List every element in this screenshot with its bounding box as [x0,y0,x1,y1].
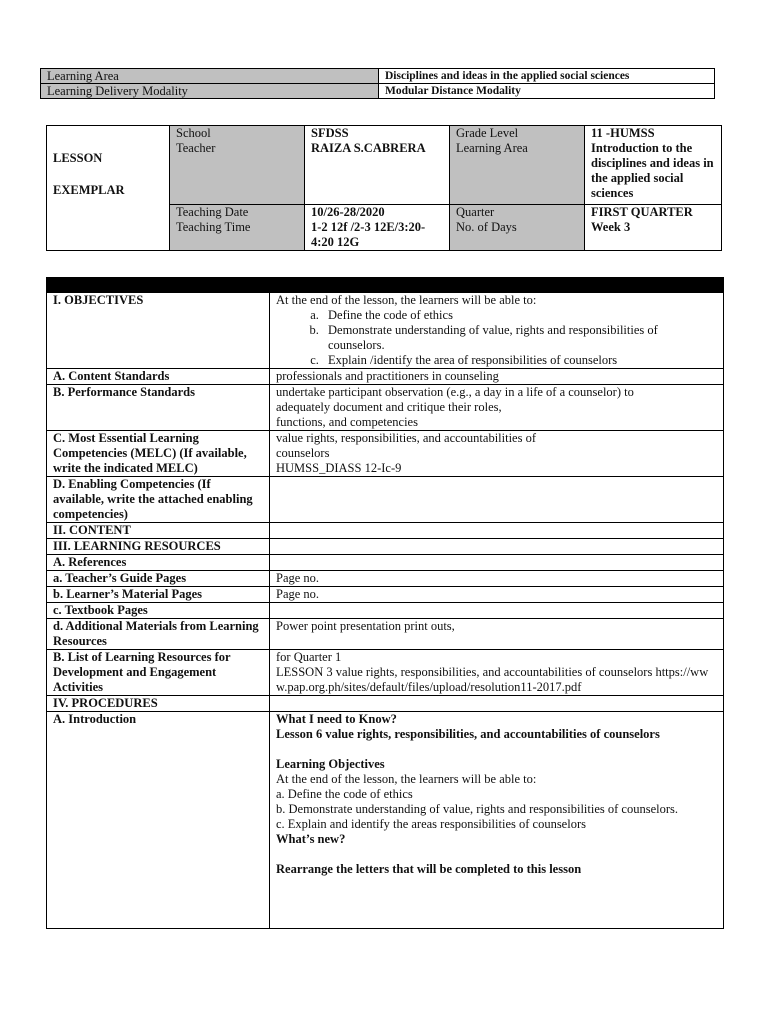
teaching-date-value: 10/26-28/2020 [311,205,385,219]
enabling-row [47,477,724,523]
procedures-label: IV. PROCEDURES [47,696,270,712]
additional-materials-row [47,619,724,650]
objectives-intro: At the end of the lesson, the learners will be able to: [276,293,537,307]
table-header-bar [47,278,724,293]
teacher-label: Teacher [176,141,216,155]
learners-material-label: b. Learner’s Material Pages [47,587,270,603]
intro-rearrange-instruction: Rearrange the letters that will be completed to this lesson [276,862,582,876]
content-row [47,523,724,539]
teachers-guide-row [47,571,724,587]
date-time-labels [170,205,305,251]
performance-line: functions, and competencies [276,415,418,429]
lesson-plan-table [46,277,724,929]
resources-value [270,539,724,555]
performance-standards-label: B. Performance Standards [47,385,270,431]
introduction-value [270,712,724,929]
textbook-row [47,603,724,619]
lesson-exemplar-title [47,126,170,251]
learners-material-value: Page no. [270,587,724,603]
grade-area-labels [450,126,585,205]
lesson-exemplar-table [46,125,722,251]
introduction-row [47,712,724,929]
teaching-date-label: Teaching Date [176,205,249,219]
learning-area-table [40,68,715,99]
content-label: II. CONTENT [47,523,270,539]
intro-heading-need-to-know: What I need to Know? [276,712,397,726]
performance-line: undertake participant observation (e.g., a day in a life of a counselor) to [276,385,634,399]
intro-objectives-intro: At the end of the lesson, the learners will be able to: [276,772,537,786]
area-value: Introduction to the disciplines and ideas in the applied social sciences [591,141,714,200]
intro-objective-item: a. Define the code of ethics [276,787,413,801]
spacer [276,847,717,862]
procedures-value [270,696,724,712]
textbook-label: c. Textbook Pages [47,603,270,619]
teachers-guide-label: a. Teacher’s Guide Pages [47,571,270,587]
grade-level-value: 11 -HUMSS [591,126,655,140]
performance-standards-row [47,385,724,431]
additional-materials-value: Power point presentation print outs, [270,619,724,650]
objectives-row [47,293,724,369]
melc-row [47,431,724,477]
teacher-value: RAIZA S.CABRERA [311,141,426,155]
objectives-list [276,308,717,368]
quarter-label: Quarter [456,205,495,219]
quarter-days-values [585,205,722,251]
school-teacher-values [305,126,450,205]
school-value: SFDSS [311,126,349,140]
melc-code: HUMSS_DIASS 12-Ic-9 [276,461,402,475]
textbook-value [270,603,724,619]
content-standards-label: A. Content Standards [47,369,270,385]
content-value [270,523,724,539]
objective-item: a. Define the code of ethics [322,308,717,323]
objective-item: c. Explain /identify the area of responsibilities of counselors [322,353,717,368]
grade-level-label: Grade Level [456,126,519,140]
learning-area-label-text: Learning Area [47,69,119,83]
area-label: Learning Area [456,141,528,155]
intro-whats-new-heading: What’s new? [276,832,346,846]
procedures-row [47,696,724,712]
learning-area-value: Disciplines and ideas in the applied social sciences [379,69,715,84]
additional-materials-label: d. Additional Materials from Learning Resources [47,619,270,650]
date-time-values [305,205,450,251]
teaching-time-value: 1-2 12f /2-3 12E/3:20-4:20 12G [311,220,426,249]
objective-item: b. Demonstrate understanding of value, rights and responsibilities of counselors. [322,323,717,353]
quarter-value: FIRST QUARTER [591,205,693,219]
references-value [270,555,724,571]
learning-resources-list-label: B. List of Learning Resources for Development and Engagement Activities [47,650,270,696]
resources-label: III. LEARNING RESOURCES [47,539,270,555]
exemplar-word: EXEMPLAR [53,183,125,197]
objectives-label: I. OBJECTIVES [47,293,270,369]
content-standards-value: professionals and practitioners in counseling [270,369,724,385]
header-bar-cell [47,278,724,293]
resources-list-line: for Quarter 1 [276,650,342,664]
enabling-value [270,477,724,523]
teachers-guide-value: Page no. [270,571,724,587]
spacer [276,742,717,757]
introduction-label: A. Introduction [47,712,270,929]
resources-row [47,539,724,555]
days-label: No. of Days [456,220,517,234]
grade-area-values [585,126,722,205]
learning-resources-list-row [47,650,724,696]
intro-lesson-title: Lesson 6 value rights, responsibilities, and accountabilities of counselors [276,727,660,741]
days-value: Week 3 [591,220,631,234]
delivery-modality-label [41,84,379,99]
melc-line: value rights, responsibilities, and accountabilities of [276,431,537,445]
intro-objective-item: b. Demonstrate understanding of value, rights and responsibilities of counselors. [276,802,679,816]
objectives-value [270,293,724,369]
content-standards-row [47,369,724,385]
melc-line: counselors [276,446,330,460]
performance-standards-value [270,385,724,431]
references-label: A. References [47,555,270,571]
melc-value [270,431,724,477]
resources-list-link: LESSON 3 value rights, responsibilities, and accountabilities of counselors https://www.pap.org.ph/sites/default/files/upload/resolution11-2017.pdf [276,665,709,694]
references-row [47,555,724,571]
enabling-label: D. Enabling Competencies (If available, write the attached enabling competencies) [47,477,270,523]
school-label: School [176,126,211,140]
intro-objectives-heading: Learning Objectives [276,757,385,771]
teaching-time-label: Teaching Time [176,220,251,234]
intro-objective-item: c. Explain and identify the areas responsibilities of counselors [276,817,586,831]
quarter-days-labels [450,205,585,251]
school-teacher-labels [170,126,305,205]
delivery-modality-label-text: Learning Delivery Modality [47,84,188,98]
melc-label: C. Most Essential Learning Competencies (MELC) (If available, write the indicated MELC) [47,431,270,477]
performance-line: adequately document and critique their roles, [276,400,502,414]
lesson-word: LESSON [53,151,103,165]
learners-material-row [47,587,724,603]
learning-resources-list-value [270,650,724,696]
delivery-modality-value: Modular Distance Modality [379,84,715,99]
learning-area-label [41,69,379,84]
